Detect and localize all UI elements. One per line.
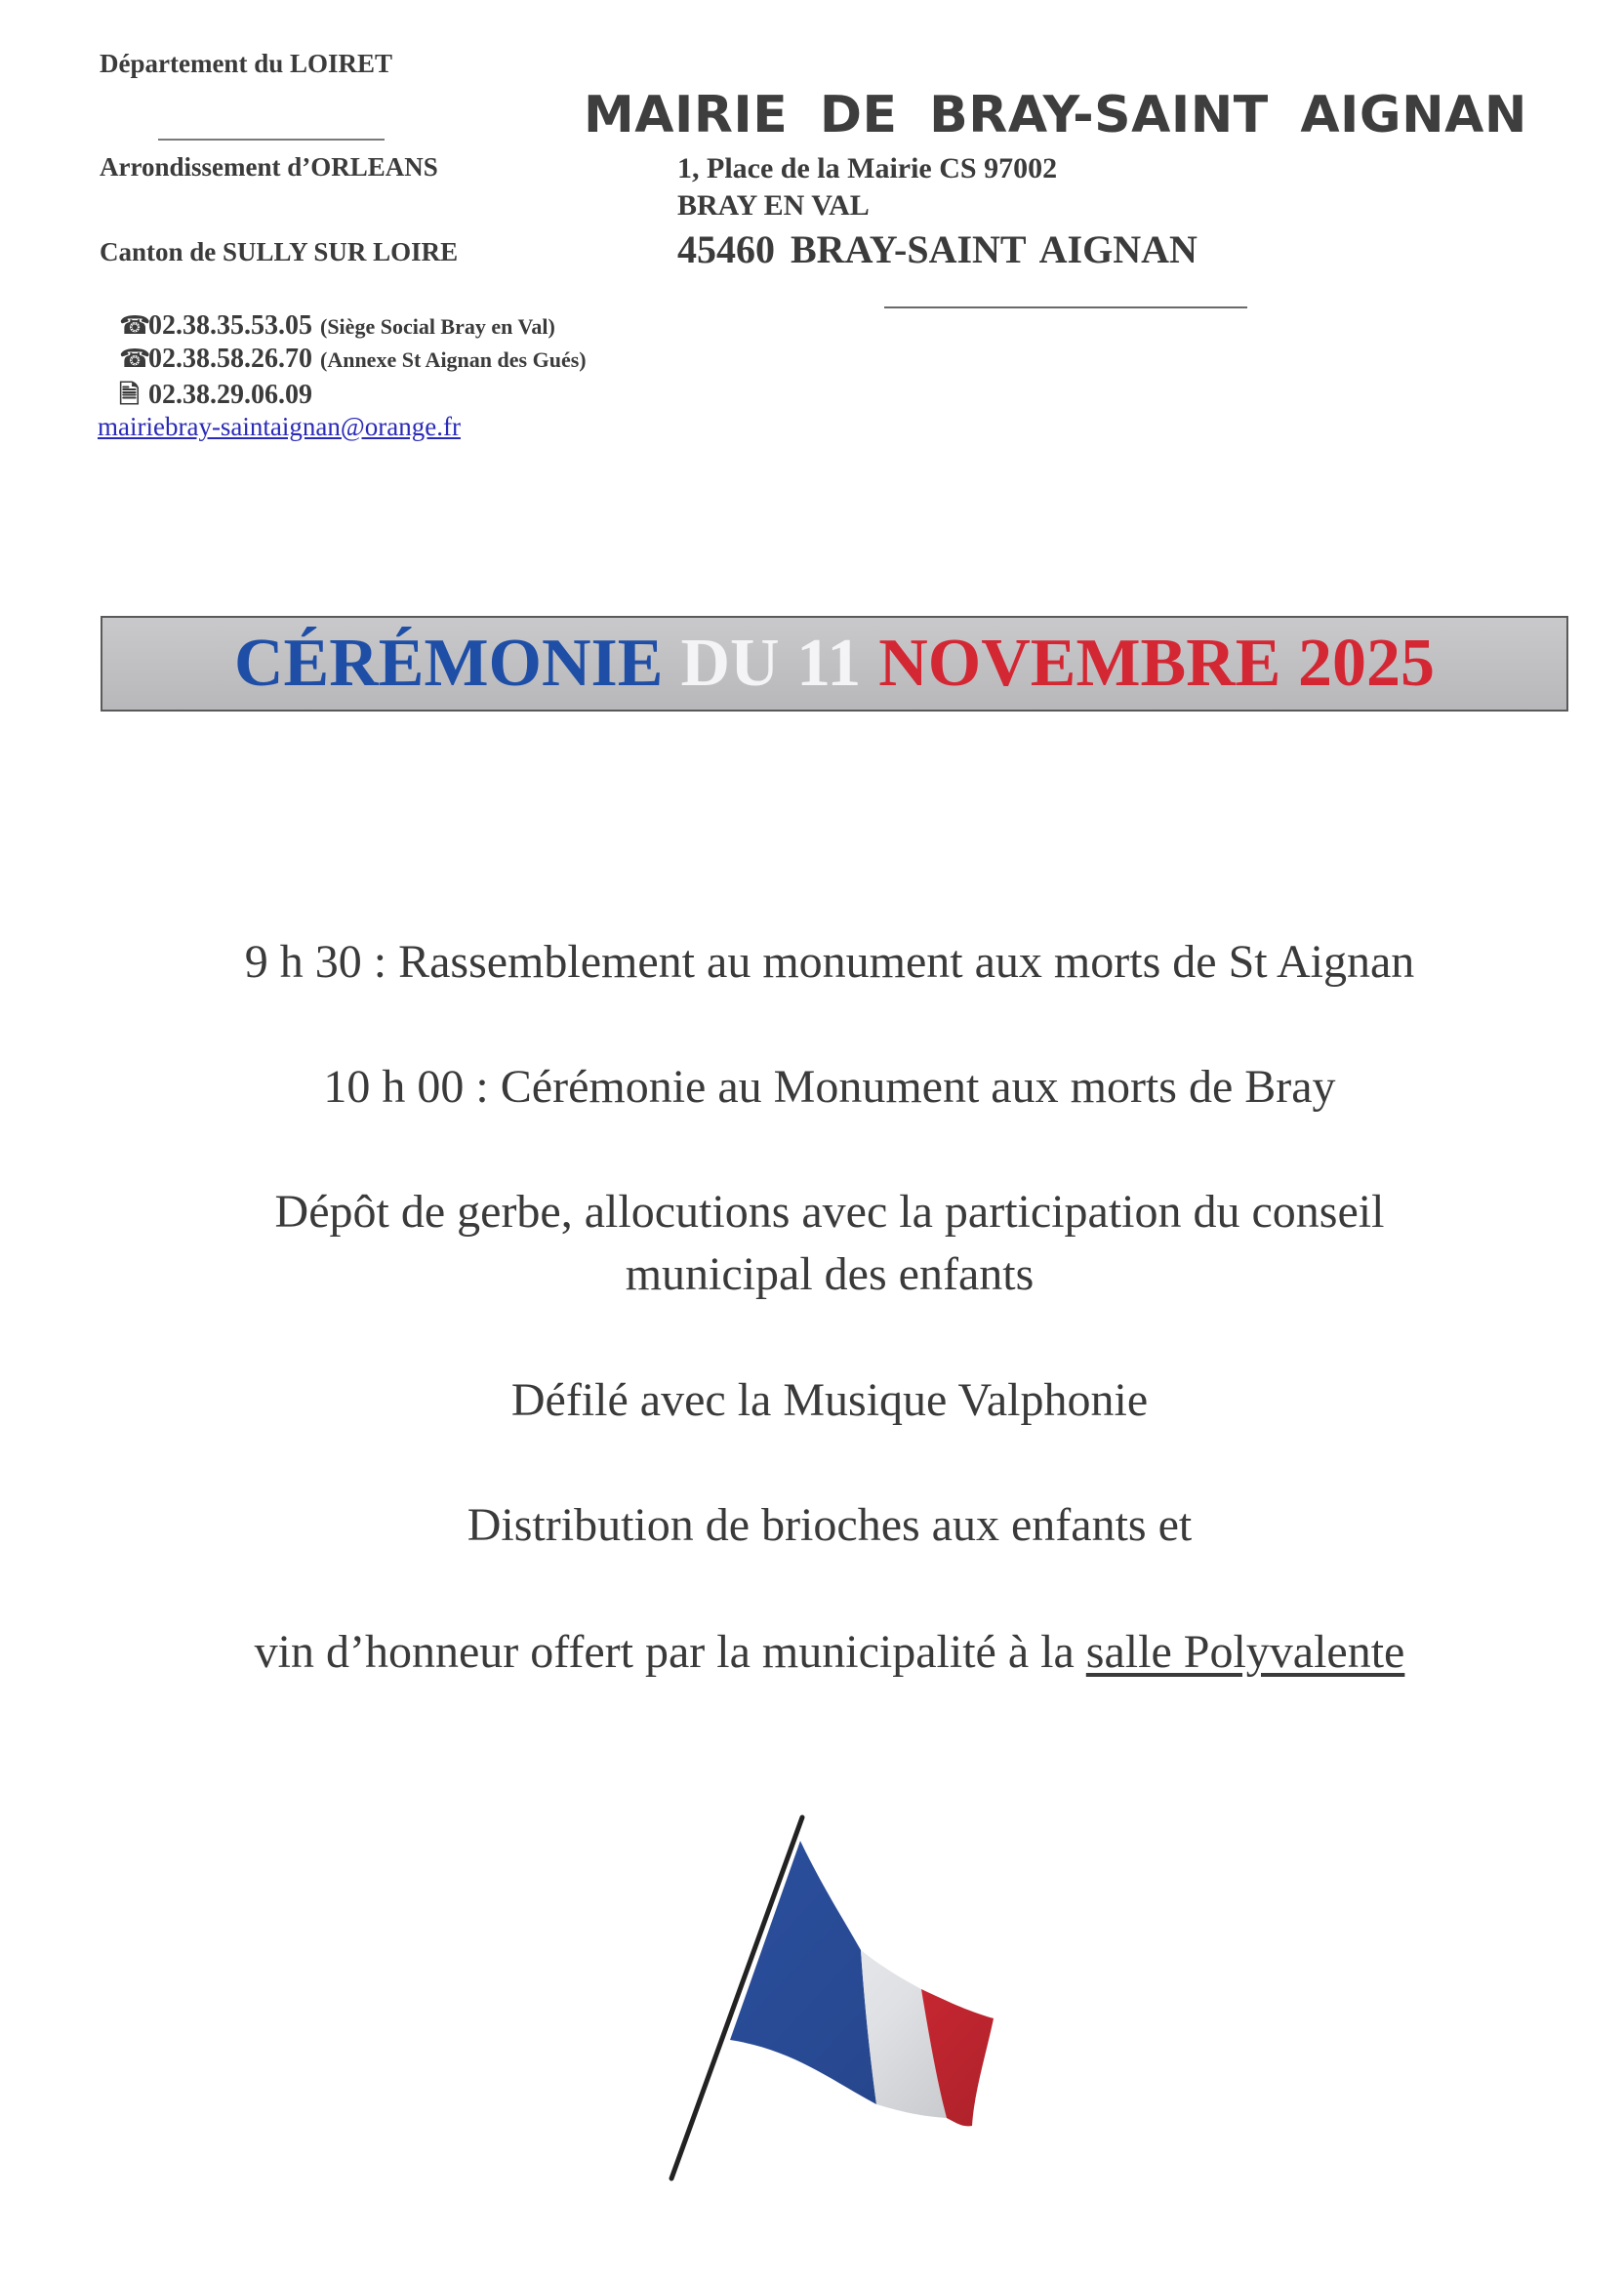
phone-icon: ☎: [119, 311, 151, 341]
ceremony-banner: [101, 616, 1568, 712]
header-divider-left: [158, 139, 385, 141]
arrondissement-label: Arrondissement d’ORLEANS: [100, 152, 438, 182]
mairie-title: MAIRIE DE BRAY-SAINT AIGNAN: [584, 86, 1527, 144]
banner-part-red: NOVEMBRE 2025: [878, 626, 1435, 701]
program-line-1: 9 h 30 : Rassemblement au monument aux morts de St Aignan: [244, 936, 1415, 988]
phone-annex: [119, 344, 587, 375]
phone-number: 02.38.58.26.70: [148, 344, 312, 374]
banner-part-blue: CÉRÉMONIE: [234, 626, 664, 701]
phone-note: (Annexe St Aignan des Gués): [320, 347, 587, 372]
address-line-2: BRAY EN VAL: [677, 189, 870, 222]
header-divider-right: [884, 306, 1247, 308]
phone-note: (Siège Social Bray en Val): [320, 314, 555, 339]
program-line-6: [0, 1625, 1624, 1679]
program-line-6-prefix: vin d’honneur offert par la municipalité à la: [254, 1626, 1086, 1678]
program-line-3a: Dépôt de gerbe, allocutions avec la participation du conseil: [274, 1186, 1385, 1238]
program-line-5: Distribution de brioches aux enfants et: [467, 1499, 1193, 1551]
departement-label: Département du LOIRET: [100, 49, 393, 78]
fax-icon: 🗎: [119, 381, 140, 410]
phone-icon: ☎: [119, 345, 151, 374]
address-line-3: 45460 BRAY-SAINT AIGNAN: [677, 227, 1198, 271]
french-flag-icon: [644, 1806, 1035, 2196]
program-line-2: 10 h 00 : Cérémonie au Monument aux morts de Bray: [323, 1061, 1336, 1113]
canton-label: Canton de SULLY SUR LOIRE: [100, 237, 459, 266]
fax-number: 02.38.29.06.09: [148, 380, 312, 410]
phone-number: 02.38.35.53.05: [148, 310, 312, 341]
address-line-1: 1, Place de la Mairie CS 97002: [677, 152, 1058, 184]
salle-polyvalente: salle Polyvalente: [1085, 1626, 1405, 1678]
program-line-3b: municipal des enfants: [625, 1248, 1035, 1300]
email-link[interactable]: mairiebray-saintaignan@orange.fr: [98, 412, 461, 441]
phone-main: [119, 310, 555, 342]
banner-part-white: DU 11: [680, 626, 862, 701]
program-line-4: Défilé avec la Musique Valphonie: [510, 1374, 1149, 1426]
